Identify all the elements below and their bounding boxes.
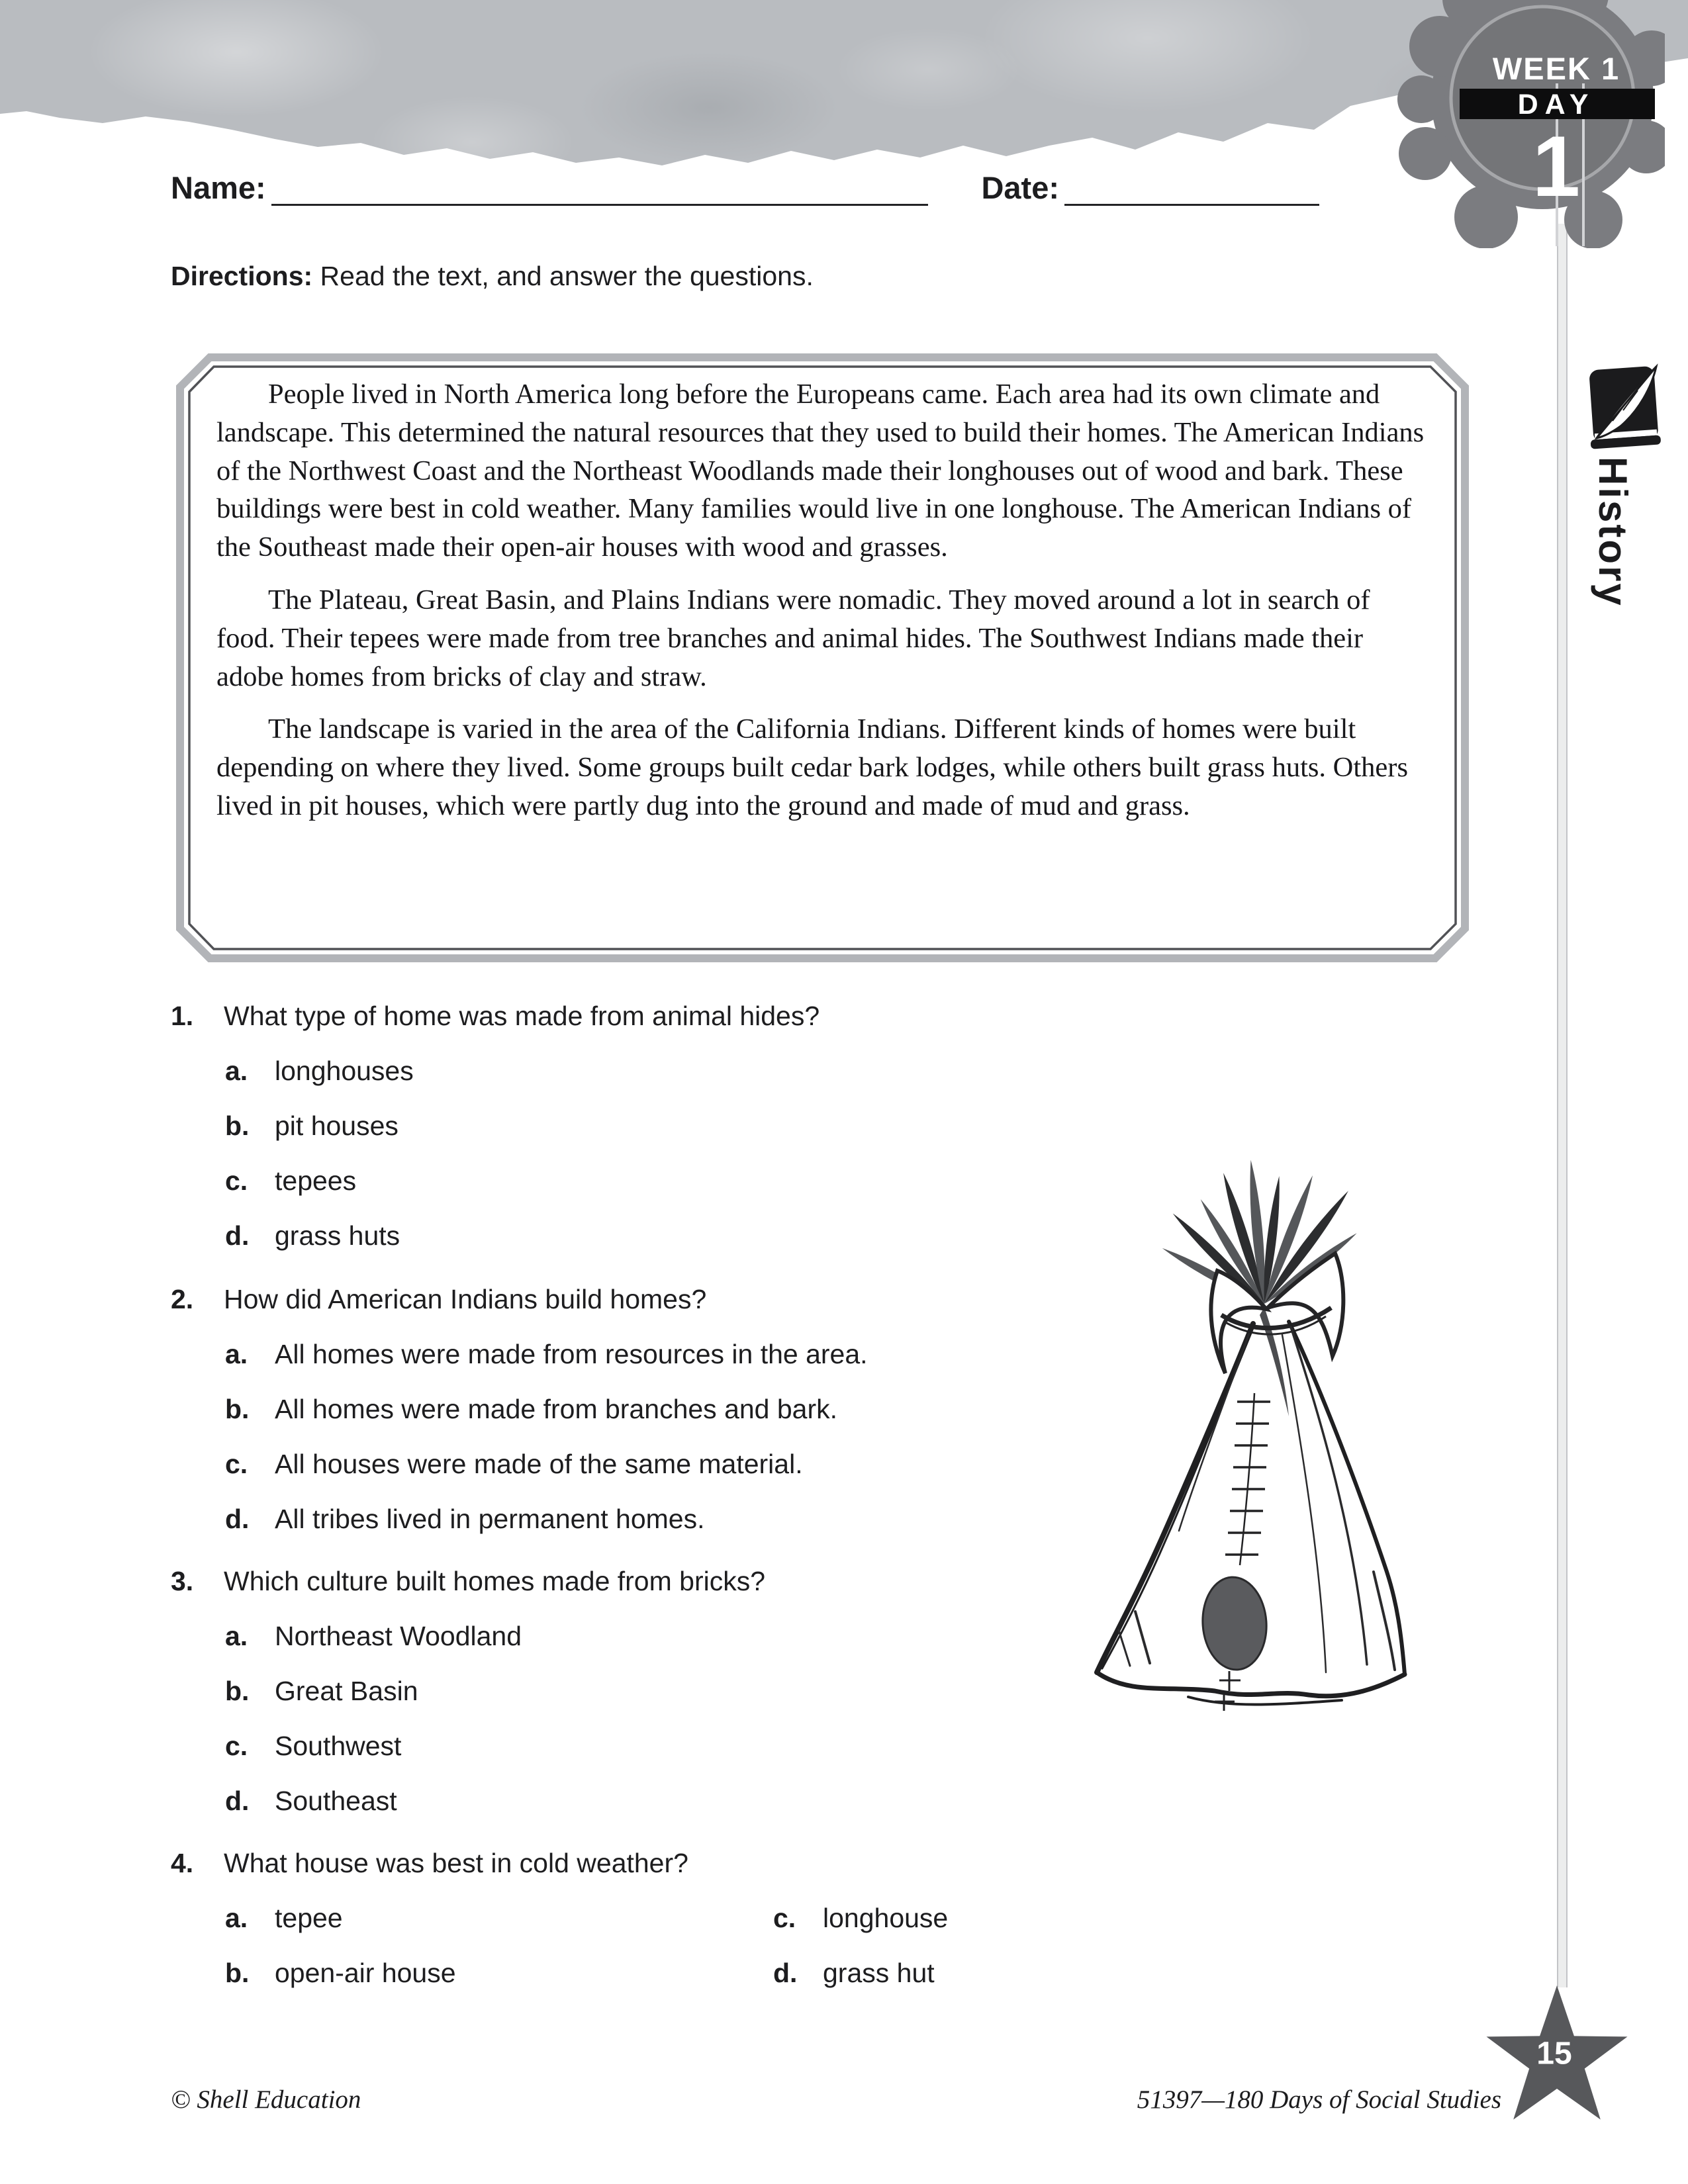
question-text: Which culture built homes made from bricks?	[224, 1566, 766, 1596]
week-day-badge	[1374, 0, 1665, 248]
option-text: Great Basin	[275, 1676, 418, 1706]
question-text: How did American Indians build homes?	[224, 1284, 707, 1314]
badge-day-label: DAY	[1517, 89, 1595, 120]
question-text: What house was best in cold weather?	[224, 1848, 688, 1878]
answer-option	[225, 1903, 773, 1933]
option-letter: a.	[225, 1339, 248, 1369]
passage-paragraph: People lived in North America long before the Europeans came. Each area had its own climate and landscape. This determined the natural resources that they used to build their homes. The American Indians of the Northwest Coast and the Northeast Woodlands made their longhouses out of wood and bark. These buildings were best in cold weather. Many families would live in one longhouse. The American Indians of the Southeast made their open-air houses with wood and grasses.	[216, 379, 1425, 563]
passage-text	[216, 375, 1429, 840]
options-list	[225, 1056, 1336, 1251]
question-2	[171, 1284, 1336, 1534]
page-number-star	[1477, 1981, 1636, 2137]
answer-option	[225, 1504, 1336, 1534]
option-letter: b.	[225, 1111, 250, 1141]
date-label: Date:	[981, 170, 1059, 205]
options-list	[225, 1621, 1336, 1816]
option-text: longhouse	[823, 1903, 949, 1933]
option-letter: d.	[225, 1504, 250, 1534]
subject-tab-history: History	[1591, 457, 1635, 608]
option-letter: d.	[773, 1958, 798, 1988]
option-text: longhouses	[275, 1056, 414, 1086]
question-number: 3.	[171, 1566, 194, 1596]
question-number: 4.	[171, 1848, 194, 1878]
answer-option	[773, 1903, 1336, 1933]
answer-option	[225, 1958, 773, 1988]
option-text: Southeast	[275, 1786, 397, 1816]
option-letter: d.	[225, 1220, 250, 1251]
answer-option	[225, 1449, 1336, 1479]
directions-text: Read the text, and answer the questions.	[312, 261, 814, 291]
option-text: All tribes lived in permanent homes.	[275, 1504, 705, 1534]
option-letter: d.	[225, 1786, 250, 1816]
answer-option	[225, 1111, 1336, 1141]
answer-option	[225, 1220, 1336, 1251]
passage-paragraph: The Plateau, Great Basin, and Plains Indians were nomadic. They moved around a lot in search of food. Their tepees were made from tree branches and animal hides. The Southwest Indians made their adobe homes from bricks of clay and straw.	[216, 584, 1370, 692]
option-text: Northeast Woodland	[275, 1621, 522, 1651]
name-write-line	[271, 169, 929, 206]
option-letter: a.	[225, 1621, 248, 1651]
passage-paragraph: The landscape is varied in the area of the California Indians. Different kinds of homes were built depending on where they lived. Some groups built cedar bark lodges, while others built grass huts. Others lived in pit houses, which were partly dug into the ground and made of mud and grass.	[216, 713, 1408, 821]
option-text: open-air house	[275, 1958, 456, 1988]
option-letter: b.	[225, 1394, 250, 1424]
option-text: tepee	[275, 1903, 343, 1933]
answer-option	[225, 1676, 1336, 1706]
option-letter: c.	[225, 1449, 248, 1479]
option-letter: c.	[773, 1903, 796, 1933]
badge-week-label: WEEK 1	[1492, 51, 1620, 86]
directions-label: Directions:	[171, 261, 313, 291]
question-number: 1.	[171, 1001, 194, 1031]
option-letter: a.	[225, 1056, 248, 1086]
passage-box	[175, 353, 1470, 963]
directions-line	[171, 261, 814, 292]
option-text: grass huts	[275, 1220, 400, 1251]
options-list	[225, 1339, 1336, 1534]
option-letter: b.	[225, 1676, 250, 1706]
option-letter: c.	[225, 1731, 248, 1761]
page-number: 15	[1536, 2036, 1572, 2071]
answer-option	[225, 1056, 1336, 1086]
question-4	[171, 1848, 1336, 1988]
answer-option	[225, 1339, 1336, 1369]
answer-option	[225, 1165, 1336, 1196]
option-letter: c.	[225, 1165, 248, 1196]
name-label: Name:	[171, 170, 266, 205]
answer-option	[225, 1731, 1336, 1761]
option-text: grass hut	[823, 1958, 935, 1988]
question-3	[171, 1566, 1336, 1816]
date-write-line	[1064, 169, 1319, 206]
footer-copyright: © Shell Education	[171, 2085, 361, 2114]
options-grid	[225, 1878, 1336, 1988]
history-book-quill-icon	[1586, 357, 1663, 458]
answer-option	[225, 1394, 1336, 1424]
answer-option	[773, 1958, 1336, 1988]
option-text: All homes were made from resources in the area.	[275, 1339, 868, 1369]
option-letter: b.	[225, 1958, 250, 1988]
answer-option	[225, 1621, 1336, 1651]
footer-book-title: 51397—180 Days of Social Studies	[1137, 2085, 1501, 2114]
option-text: tepees	[275, 1165, 357, 1196]
question-number: 2.	[171, 1284, 194, 1314]
option-text: All houses were made of the same material.	[275, 1449, 803, 1479]
option-text: Southwest	[275, 1731, 402, 1761]
question-text: What type of home was made from animal hides?	[224, 1001, 820, 1031]
name-date-row	[171, 169, 1319, 206]
ribbon-line	[1557, 224, 1568, 1987]
answer-option	[225, 1786, 1336, 1816]
badge-day-number: 1	[1532, 118, 1581, 214]
question-1	[171, 1001, 1336, 1251]
option-letter: a.	[225, 1903, 248, 1933]
option-text: All homes were made from branches and bark.	[275, 1394, 838, 1424]
option-text: pit houses	[275, 1111, 399, 1141]
